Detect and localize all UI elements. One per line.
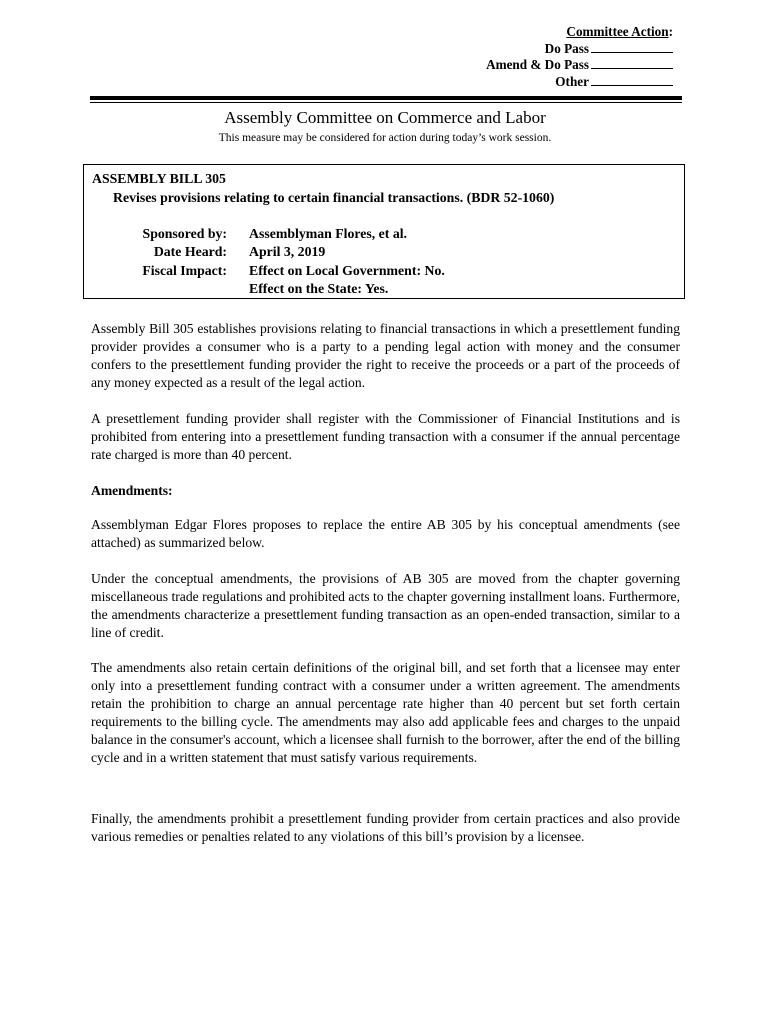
local-government-impact-value: Effect on Local Government: No. [249, 262, 445, 278]
state-impact-value: Effect on the State: Yes. [249, 280, 389, 296]
other-label: Other [555, 73, 589, 89]
bill-title: ASSEMBLY BILL 305 [92, 171, 226, 186]
paragraph-conceptual-amendments: Under the conceptual amendments, the provisions of AB 305 are moved from the chapter governing miscellaneous trade regulations and prohibited acts to the chapter governing installment loans. Furthermore, the amendments characterize a presettlement funding transaction as an open-ended transaction, similar to a line of credit. [91, 571, 680, 641]
amend-do-pass-label: Amend & Do Pass [486, 57, 589, 72]
amend-do-pass-blank [591, 57, 673, 69]
paragraph-registration: A presettlement funding provider shall register with the Commissioner of Financial Institutions and is prohibited from entering into a presettlement funding transaction with a consumer if the annual percentage rate charged is more than 40 percent. [91, 411, 680, 463]
bill-meta-labels [142, 225, 227, 280]
paragraph-prohibitions: Finally, the amendments prohibit a presettlement funding provider from certain practices and also provide various remedies or penalties related to any violations of this bill’s provision by a licensee. [91, 811, 680, 845]
paragraph-amendments-intro: Assemblyman Edgar Flores proposes to replace the entire AB 305 by his conceptual amendments (see attached) as summarized below. [91, 517, 680, 551]
sponsored-by-label: Sponsored by: [142, 226, 227, 241]
do-pass-line [486, 41, 673, 58]
committee-action-title-line [486, 24, 673, 41]
bill-meta-values [249, 225, 445, 298]
paragraph-bill-overview: Assembly Bill 305 establishes provisions relating to financial transactions in which a presettlement funding provider provides a consumer who is a party to a pending legal action with money and the consumer confers to the presettlement funding provider the right to receive the proceeds or a part of the proceeds of any money expected as a result of the legal action. [91, 321, 680, 391]
committee-action-block [486, 24, 673, 90]
bill-subtitle: Revises provisions relating to certain financial transactions. (BDR 52-1060) [113, 190, 555, 205]
committee-name: Assembly Committee on Commerce and Labor [224, 108, 546, 127]
date-heard-label: Date Heard: [153, 244, 227, 260]
header-rule-thin [90, 102, 682, 103]
bill-summary-box [83, 164, 685, 299]
do-pass-label: Do Pass [544, 40, 589, 56]
amend-do-pass-line [486, 57, 673, 74]
other-blank [591, 74, 673, 86]
committee-action-title: Committee Action [566, 24, 669, 39]
sponsor-value: Assemblyman Flores, et al. [249, 226, 408, 241]
committee-action-colon: : [668, 24, 673, 39]
other-line [486, 74, 673, 91]
do-pass-blank [591, 41, 673, 53]
consider-note: This measure may be considered for action during today’s work session. [218, 132, 552, 144]
paragraph-definitions: The amendments also retain certain definitions of the original bill, and set forth that a licensee may enter only into a presettlement funding contract with a consumer under a written agreement. The amendments retain the prohibition to charge an annual percentage rate higher than 40 percent but set forth certain requirements to the billing cycle. The amendments may also add applicable fees and charges to the unpaid balance in the consumer's account, which a licensee shall furnish to the borrower, after the end of the billing cycle and in a written statement that must satisfy various requirements. [91, 660, 680, 766]
date-heard-value: April 3, 2019 [249, 244, 326, 260]
amendments-heading: Amendments: [91, 483, 173, 498]
header-rule-thick [90, 96, 682, 100]
fiscal-impact-label: Fiscal Impact: [142, 262, 227, 278]
